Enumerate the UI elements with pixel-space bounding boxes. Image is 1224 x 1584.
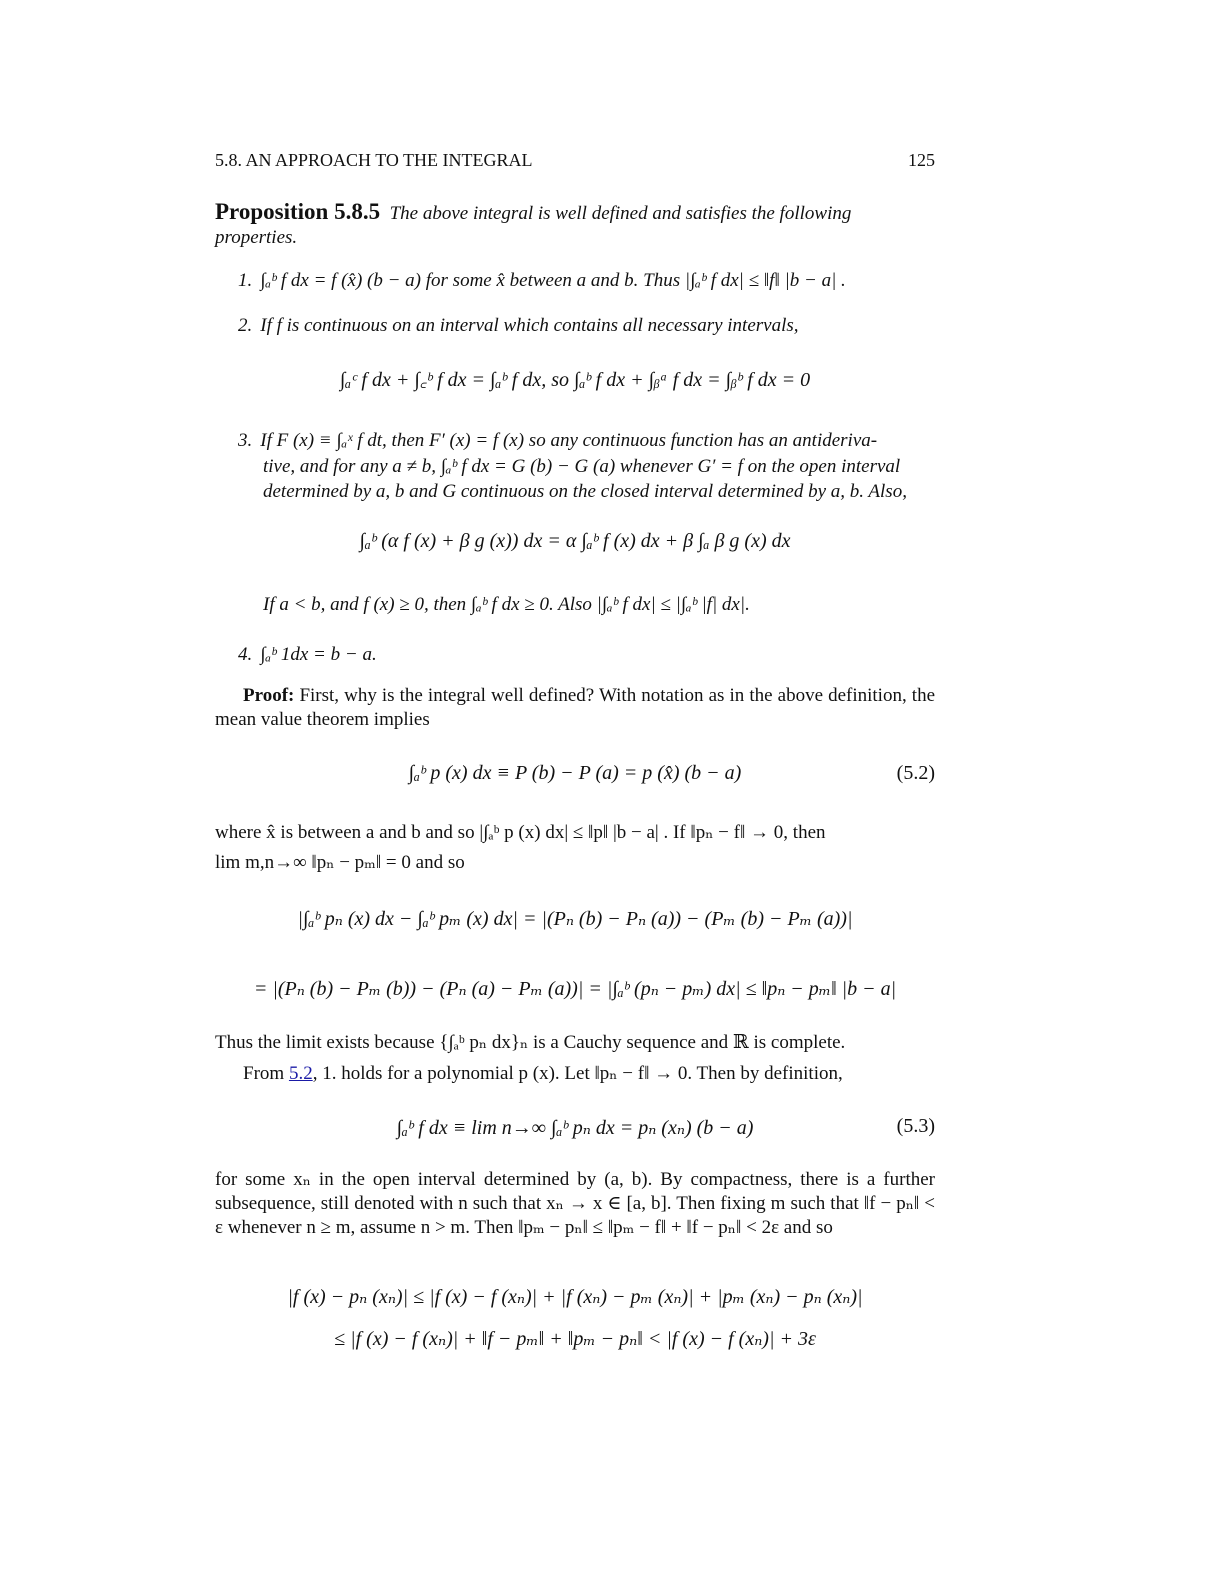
equation-item-2: ∫ₐᶜ f dx + ∫꜀ᵇ f dx = ∫ₐᵇ f dx, so ∫ₐᵇ f dx + ∫ᵦᵃ f dx = ∫ᵦᵇ f dx = 0: [339, 369, 811, 391]
equation-5-2-body: ∫ₐᵇ p (x) dx ≡ P (b) − P (a) = p (x̂) (b − a): [408, 762, 742, 784]
item-text: If F (x) ≡ ∫ₐˣ f dt, then F′ (x) = f (x) so any continuous function has an antideriva-: [260, 430, 878, 451]
item-1: [238, 268, 938, 293]
proof-line: where x̂ is between a and b and so |∫ₐᵇ p (x) dx| ≤ ‖p‖ |b − a| . If ‖pₙ − f‖ → 0, then: [215, 822, 826, 843]
item-2: [238, 313, 938, 338]
item-3-continuation-2: determined by a, b and G continuous on the closed interval determined by a, b. Also,: [263, 481, 907, 502]
proof-paragraph-1: [215, 684, 935, 732]
proof-paragraph-3: Thus the limit exists because {∫ₐᵇ pₙ dx}ₙ is a Cauchy sequence and ℝ is complete.: [215, 1032, 846, 1053]
item-number: 2.: [238, 315, 253, 336]
proof-text: First, why is the integral well defined? With notation as in the above definition, the mean value theorem implies: [215, 685, 935, 730]
proposition-title: Proposition 5.8.5: [215, 199, 381, 224]
item-number: 3.: [238, 430, 253, 451]
running-header: [215, 150, 935, 171]
item-3-line: If a < b, and f (x) ≥ 0, then ∫ₐᵇ f dx ≥ 0. Also |∫ₐᵇ f dx| ≤ |∫ₐᵇ |f| dx|.: [263, 594, 750, 615]
proof-label: Proof:: [243, 685, 295, 706]
equation-item-3: ∫ₐᵇ (α f (x) + β g (x)) dx = α ∫ₐᵇ f (x) dx + β ∫ₐ β g (x) dx: [359, 530, 791, 552]
item-3: [238, 428, 938, 453]
equation-5-3: [215, 1115, 935, 1140]
equation-c: |f (x) − pₙ (xₙ)| ≤ |f (x) − f (xₙ)| + |f (xₙ) − pₘ (xₙ)| + |pₘ (xₙ) − pₙ (xₙ)|: [287, 1286, 863, 1308]
equation-reference-link[interactable]: 5.2: [288, 1063, 313, 1084]
equation-d: ≤ |f (x) − f (xₙ)| + ‖f − pₘ‖ + ‖pₘ − pₙ‖ < |f (x) − f (xₙ)| + 3ε: [334, 1328, 816, 1350]
proof-paragraph-2: [215, 821, 935, 875]
equation-5-2: [215, 762, 935, 785]
proof-paragraph-5: for some xₙ in the open interval determined by (a, b). By compactness, there is a further subsequence, still denoted with n such that xₙ → x ∈ [a, b]. Then fixing m such that ‖f − pₙ‖ < ε whenever n ≥ m, assume n > m. Then ‖pₘ − pₙ‖ ≤ ‖pₘ − f‖ + ‖f − pₙ‖ < 2ε and so: [215, 1169, 935, 1238]
text: , 1. holds for a polynomial p (x). Let ‖pₙ − f‖ → 0. Then by definition,: [312, 1063, 843, 1084]
section-title: 5.8. AN APPROACH TO THE INTEGRAL: [215, 150, 533, 170]
equation-b: = |(Pₙ (b) − Pₘ (b)) − (Pₙ (a) − Pₘ (a))| = |∫ₐᵇ (pₙ − pₘ) dx| ≤ ‖pₙ − pₘ‖ |b − a|: [253, 978, 897, 1000]
item-number: 4.: [238, 644, 253, 665]
item-text: ∫ₐᵇ 1dx = b − a.: [260, 644, 377, 665]
equation-number: (5.2): [896, 762, 935, 784]
page-number: 125: [908, 150, 935, 170]
item-3-continuation-1: tive, and for any a ≠ b, ∫ₐᵇ f dx = G (b) − G (a) whenever G′ = f on the open interval: [263, 456, 901, 477]
item-4: [238, 642, 938, 667]
equation-5-3-body: ∫ₐᵇ f dx ≡ lim n→∞ ∫ₐᵇ pₙ dx = pₙ (xₙ) (b − a): [396, 1117, 754, 1139]
equation-number: (5.3): [896, 1115, 935, 1137]
proof-paragraph-4: [215, 1062, 935, 1086]
equation-a: |∫ₐᵇ pₙ (x) dx − ∫ₐᵇ pₘ (x) dx| = |(Pₙ (b) − Pₙ (a)) − (Pₘ (b) − Pₘ (a))|: [297, 908, 853, 930]
text: From: [243, 1063, 289, 1084]
item-number: 1.: [238, 270, 253, 291]
item-text: If f is continuous on an interval which contains all necessary intervals,: [260, 315, 799, 336]
proposition-body: The above integral is well defined and satisfies the following properties.: [215, 203, 852, 248]
item-text: ∫ₐᵇ f dx = f (x̂) (b − a) for some x̂ between a and b. Thus |∫ₐᵇ f dx| ≤ ‖f‖ |b − a| .: [260, 270, 846, 291]
proof-line: lim m,n→∞ ‖pₙ − pₘ‖ = 0 and so: [215, 852, 465, 873]
proposition: [215, 200, 935, 250]
